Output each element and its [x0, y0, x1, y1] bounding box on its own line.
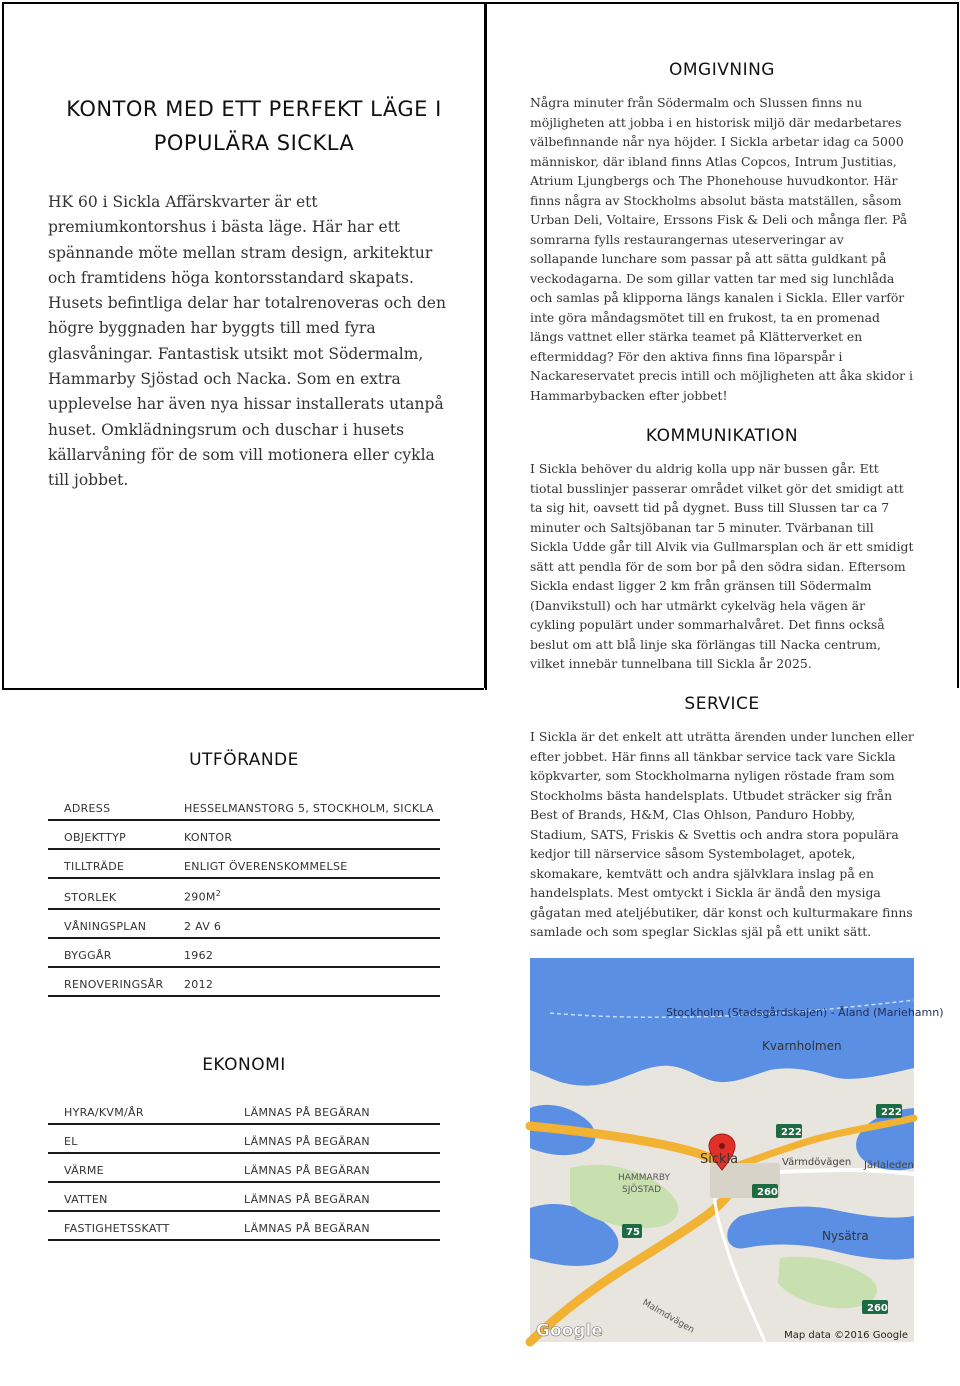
spec-label: OBJEKTTYP [64, 831, 127, 844]
section-title-kommunikation: KOMMUNIKATION [645, 426, 799, 446]
section-divider [2, 688, 484, 690]
econ-label: VATTEN [64, 1193, 108, 1206]
spec-row-objekttyp [48, 821, 440, 850]
kommunikation-paragraph: I Sickla behöver du aldrig kolla upp när bussen går. Ett tiotal busslinjer passerar området vilket gör det smidigt att ta sig hit, oavsett tid på dygnet. Buss till Slussen tar ca 7 minuter och Saltsjöbanan tar 5 minuter. Tvärbanan till Sickla Udde går till Alvik via Gullmarsplan och är ett smidigt sätt att pendla för de som bor på den södra sidan. Eftersom Sickla endast ligger 2 km från gränsen till Södermalm (Danvikstull) och har utmärkt cykelväg hela vägen är cykling populärt under sommarhalvåret. Det finns också beslut om att blå linje ska förlängas till Nacka centrum, vilket innebär tunnelbana till Sickla år 2025. [530, 461, 914, 671]
spec-label: STORLEK [64, 891, 117, 904]
spec-row-tilltrade [48, 850, 440, 879]
spec-label: BYGGÅR [64, 949, 112, 962]
econ-row-el [48, 1125, 440, 1154]
storlek-unit-sup: 2 [215, 889, 222, 899]
econ-label: EL [64, 1135, 78, 1148]
service-paragraph: I Sickla är det enkelt att uträtta ärenden under lunchen eller efter jobbet. Här finns all tänkbar service tack vare Sickla köpkvarter, som Stockholmarna nyligen röstade fram som Stockholms bästa handelsplats. Utbudet sträcker sig från Best of Brands, H&M, Clas Ohlson, Panduro Hobby, Stadium, SATS, Friskis & Svettis och andra stora populära kedjor till närservice såsom Systembolaget, apotek, skomakare, kemtvätt och andra självklara inslag på en handelsplats. Mest omtyckt i Sickla är ändå den mysiga gågatan med ateljébutiker, där konst och kulturmakare finns samlade och som speglar Sicklas själ på ett unikt sätt. [530, 729, 914, 939]
column-divider [484, 2, 486, 688]
map-water-main [530, 958, 914, 1086]
google-logo: Google [536, 1321, 603, 1341]
spec-label: TILLTRÄDE [64, 860, 125, 873]
map-label-varmdovagen: Värmdövägen [782, 1157, 852, 1168]
spec-label: RENOVERINGSÅR [64, 978, 164, 991]
econ-value: LÄMNAS PÅ BEGÄRAN [244, 1164, 370, 1177]
econ-row-varme [48, 1154, 440, 1183]
page-title: KONTOR MED ETT PERFEKT LÄGE I POPULÄRA SICKLA [66, 97, 442, 155]
econ-row-fastighetsskatt [48, 1212, 440, 1241]
section-title-omgivning: OMGIVNING [669, 60, 775, 80]
econ-row-hyra [48, 1096, 440, 1125]
spec-value: 2012 [184, 978, 214, 991]
econ-label: VÄRME [64, 1164, 104, 1177]
road-shield-222-b-label: 222 [881, 1107, 902, 1118]
econ-label: FASTIGHETSSKATT [64, 1222, 170, 1235]
spec-value: 2 AV 6 [184, 920, 222, 933]
spec-label: ADRESS [64, 802, 111, 815]
spec-value: HESSELMANSTORG 5, STOCKHOLM, SICKLA [184, 802, 434, 815]
utforande-table [48, 792, 440, 997]
road-shield-222-a-label: 222 [781, 1127, 802, 1138]
page-edge-right [957, 2, 959, 688]
omgivning-paragraph: Några minuter från Södermalm och Slussen finns nu möjligheten att jobba i en historisk miljö där medarbetares välbefinnande når nya höjder. I Sickla arbetar idag ca 5000 människor, där ibland finns Atlas Copcos, Intrum Justitias, Atrium Ljungbergs och The Phonehouse huvudkontor. Här finns några av Stockholms absolut bästa matställen, såsom Urban Deli, Voltaire, Erssons Fisk & Deli och många fler. På somrarna fylls restaurangernas uteserveringar av sollapande lunchare som passar på att sätta guldkant på veckodagarna. De som gillar vatten tar med sig lunchlåda och samlas på klipporna längs kanalen i Sickla. Eller varför inte göra måndagsmötet till en frukost, ta en promenad längs vattnet eller stärka teamet på Klätterverket en eftermiddag? För den aktiva finns fina löparspår i Nackareservatet precis intill och möjligheten att åka skidor i Hammarbybacken efter jobbet! [530, 95, 914, 403]
map-label-sickla: Sickla [700, 1152, 739, 1167]
pin-center [719, 1143, 725, 1149]
location-map[interactable] [530, 958, 944, 1342]
section-title-service: SERVICE [684, 694, 760, 714]
spec-row-byggar [48, 939, 440, 968]
intro-paragraph: HK 60 i Sickla Affärskvarter är ett premiumkontorshus i bästa läge. Här har ett spännande möte mellan stram design, arkitektur och framtidens höga kontorsstandard skapats. Husets befintliga delar har totalrenoveras och den högre byggnaden har byggts till med fyra glasvåningar. Fantastisk utsikt mot Södermalm, Hammarby Sjöstad och Nacka. Som en extra upplevelse har även nya hissar installerats utanpå huset. Omklädningsrum och duschar i husets källarvåning för de som vill motionera eller cykla till jobbet. [48, 193, 446, 490]
map-label-kvarnholmen: Kvarnholmen [762, 1039, 842, 1053]
road-shield-75-label: 75 [626, 1227, 640, 1238]
spec-value: 1962 [184, 949, 214, 962]
section-title-ekonomi: EKONOMI [202, 1055, 286, 1075]
map-attribution: Map data ©2016 Google [784, 1330, 908, 1341]
map-label-ferry: Stockholm (Stadsgårdskajen) - Åland (Mariehamn) [666, 1006, 944, 1019]
map-canvas [530, 958, 944, 1342]
econ-value: LÄMNAS PÅ BEGÄRAN [244, 1193, 370, 1206]
ekonomi-table [48, 1096, 440, 1241]
storlek-value: 290M [184, 891, 216, 904]
spec-value: ENLIGT ÖVERENSKOMMELSE [184, 860, 348, 873]
spec-value [184, 889, 221, 904]
econ-value: LÄMNAS PÅ BEGÄRAN [244, 1106, 370, 1119]
econ-label: HYRA/KVM/ÅR [64, 1106, 144, 1119]
econ-row-vatten [48, 1183, 440, 1212]
spec-row-vaningsplan [48, 910, 440, 939]
map-label-hammarby-1: HAMMARBY [618, 1173, 671, 1183]
spec-row-renoveringsar [48, 968, 440, 997]
section-title-utforande: UTFÖRANDE [189, 750, 299, 770]
econ-value: LÄMNAS PÅ BEGÄRAN [244, 1135, 370, 1148]
map-label-nysatra: Nysätra [822, 1229, 869, 1243]
road-shield-260-a-label: 260 [757, 1187, 778, 1198]
page-edge-top [484, 2, 959, 4]
spec-value: KONTOR [184, 831, 233, 844]
map-label-hammarby-2: SJÖSTAD [622, 1185, 662, 1195]
map-label-malmdvagen: Malmdvägen [640, 1297, 696, 1336]
spec-row-storlek [48, 879, 440, 910]
road-shield-260-b-label: 260 [867, 1303, 888, 1314]
spec-row-adress [48, 792, 440, 821]
econ-value: LÄMNAS PÅ BEGÄRAN [244, 1222, 370, 1235]
spec-label: VÅNINGSPLAN [64, 920, 147, 933]
map-label-jarlaleden: Järlaleden [864, 1160, 914, 1171]
